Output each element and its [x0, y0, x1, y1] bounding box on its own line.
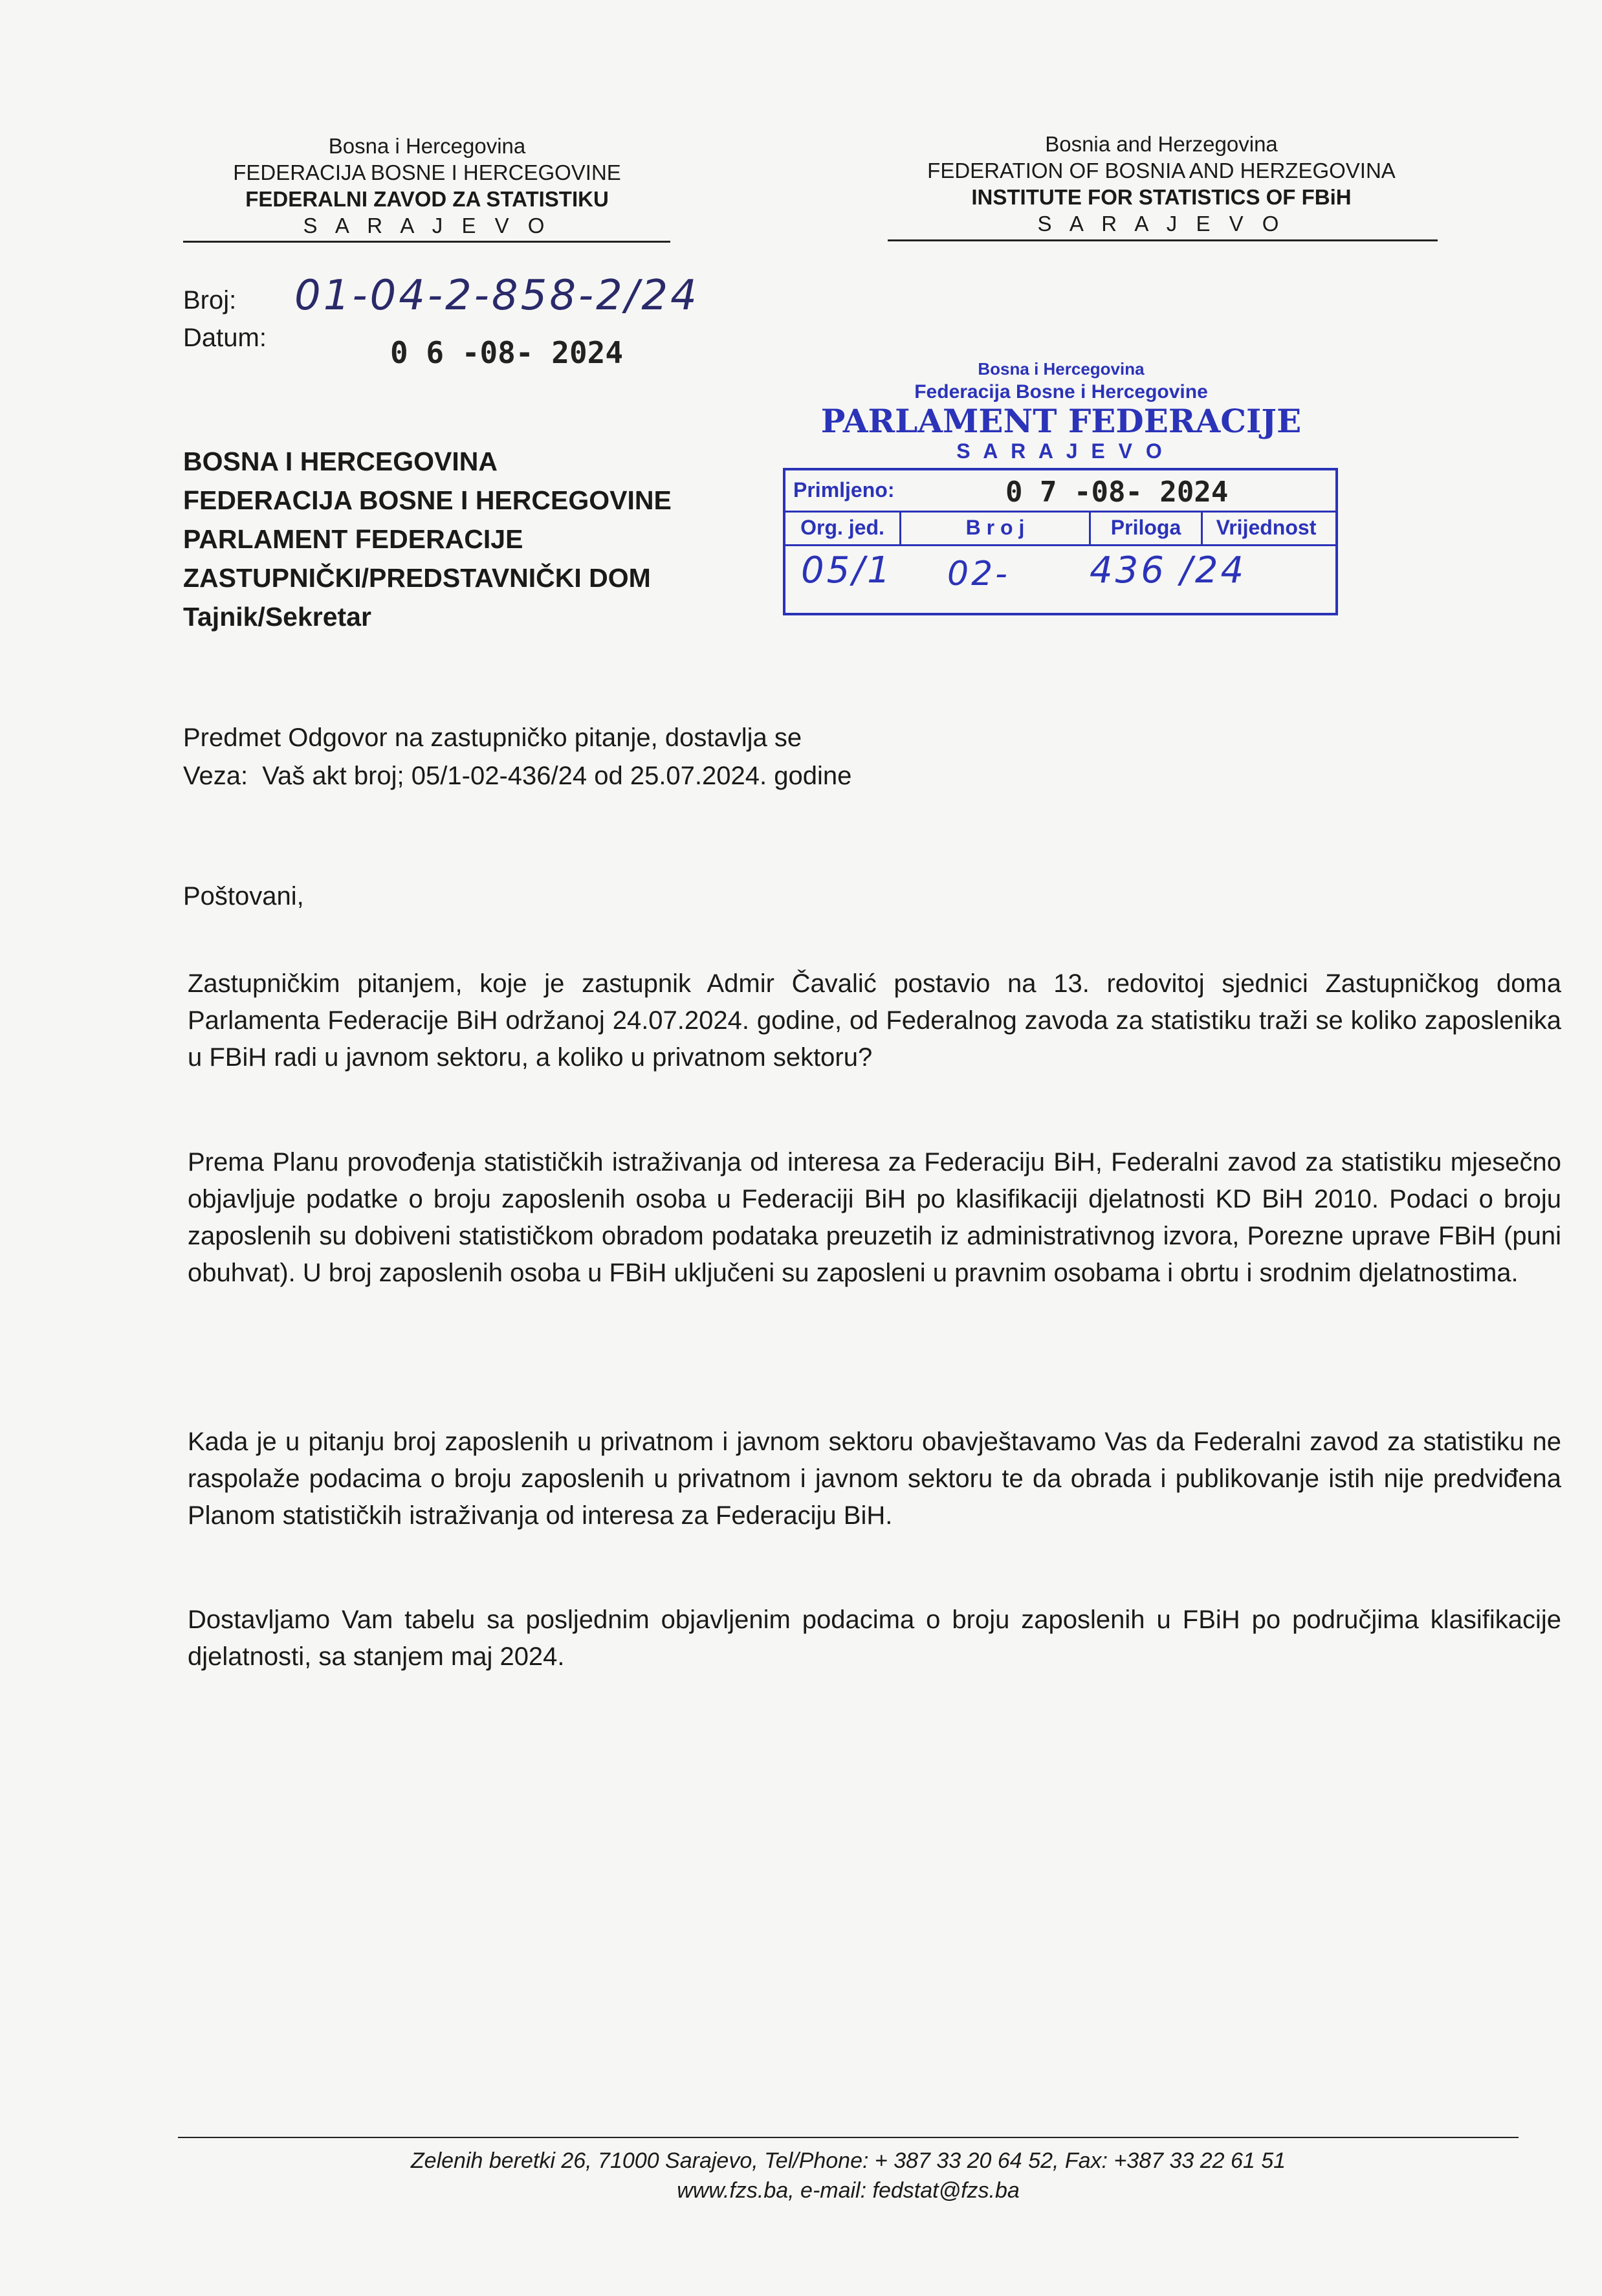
header-right-federation: FEDERATION OF BOSNIA AND HERZEGOVINA	[927, 159, 1396, 182]
stamp-city: S A R A J E V O	[956, 439, 1166, 463]
stamp-hand-vrijednost: /24	[1180, 549, 1247, 591]
stamp-country: Bosna i Hercegovina	[978, 359, 1145, 379]
body-paragraph-1	[188, 966, 1561, 1076]
paragraph-plan: Prema Planu provođenja statističkih istraživanja od interesa za Federaciju BiH, Federalni zavod za statistiku mjesečno objavljuje podatke o broju zaposlenih osoba u Federaciji BiH po klasifikaciji djelatnosti KD BiH 2010. Podaci o broju zaposlenih su dobiveni statističkom obradom podataka preuzetih iz administrativnog izvora, Porezne uprave FBiH (puni obuhvat). U broj zaposlenih osoba u FBiH uključeni su zaposleni u pravnim osobama i obrtu i srodnim djelatnostima.	[188, 1148, 1561, 1287]
body-paragraph-3	[188, 1424, 1561, 1534]
body-paragraph-4	[188, 1602, 1561, 1675]
recipient-federation: FEDERACIJA BOSNE I HERCEGOVINE	[183, 485, 672, 515]
datum-stamp: 0 6 -08- 2024	[390, 335, 624, 370]
header-left-rule	[183, 241, 670, 243]
footer-rule	[178, 2137, 1519, 2138]
subject-veza: Veza: Vaš akt broj; 05/1-02-436/24 od 25.07.2024. godine	[183, 762, 852, 790]
stamp-federation: Federacija Bosne i Hercegovine	[914, 381, 1208, 403]
stamp-col-vrijednost: Vrijednost	[1216, 515, 1317, 539]
datum-label: Datum:	[183, 324, 267, 352]
broj-handwritten: 01-04-2-858-2/24	[294, 272, 699, 320]
header-right-rule	[888, 239, 1438, 241]
stamp-table	[783, 468, 1338, 615]
salutation: Poštovani,	[183, 882, 304, 911]
footer	[178, 2146, 1519, 2205]
paragraph-table: Dostavljamo Vam tabelu sa posljednim objavljenim podacima o broju zaposlenih u FBiH po područjima klasifikacije djelatnosti, sa stanjem maj 2024.	[188, 1606, 1561, 1671]
recipient-parliament: PARLAMENT FEDERACIJE	[183, 524, 523, 554]
recipient-secretary: Tajnik/Sekretar	[183, 602, 371, 632]
footer-address: Zelenih beretki 26, 71000 Sarajevo, Tel/Phone: + 387 33 20 64 52, Fax: +387 33 22 61 51	[410, 2148, 1286, 2173]
stamp-parliament: PARLAMENT FEDERACIJE	[820, 402, 1302, 440]
stamp-col-org: Org. jed.	[785, 511, 901, 544]
recipient-house: ZASTUPNIČKI/PREDSTAVNIČKI DOM	[183, 563, 651, 593]
stamp-col-broj: B r o j	[901, 511, 1091, 544]
header-left-city: S A R A J E V O	[303, 214, 551, 237]
paragraph-question: Zastupničkim pitanjem, koje je zastupnik Admir Čavalić postavio na 13. redovitoj sjednici Zastupničkog doma Parlamenta Federacije BiH održanoj 24.07.2024. godine, od Federalnog zavoda za statistiku traži se koliko zaposlenika u FBiH radi u javnom sektoru, a koliko u privatnom sektoru?	[188, 969, 1561, 1072]
stamp-received-date: 0 7 -08- 2024	[1005, 476, 1229, 509]
header-left-federation: FEDERACIJA BOSNE I HERCEGOVINE	[233, 160, 621, 184]
body-paragraph-2	[188, 1144, 1561, 1292]
stamp-row-headers	[785, 511, 1335, 546]
recipient-country: BOSNA I HERCEGOVINA	[183, 447, 498, 476]
header-right	[886, 131, 1436, 237]
stamp-hand-org: 05/1	[801, 549, 893, 591]
header-left	[188, 133, 666, 239]
broj-label: Broj:	[183, 286, 237, 315]
received-stamp	[776, 359, 1346, 618]
subject-predmet: Predmet Odgovor na zastupničko pitanje, dostavlja se	[183, 723, 802, 752]
header-right-city: S A R A J E V O	[1037, 212, 1286, 236]
footer-contact: www.fzs.ba, e-mail: fedstat@fzs.ba	[677, 2178, 1020, 2203]
stamp-hand-broj: 02-	[947, 555, 1010, 593]
header-right-institute: INSTITUTE FOR STATISTICS OF FBiH	[971, 185, 1352, 209]
paragraph-sector: Kada je u pitanju broj zaposlenih u privatnom i javnom sektoru obavještavamo Vas da Federalni zavod za statistiku ne raspolaže podacima o broju zaposlenih u privatnom i javnom sektoru te da obrada i publikovanje istih nije predviđena Planom statističkih istraživanja od interesa za Federaciju BiH.	[188, 1428, 1561, 1530]
recipient-block	[183, 442, 830, 636]
header-left-country: Bosna i Hercegovina	[328, 134, 526, 158]
header-right-country: Bosnia and Herzegovina	[1045, 132, 1278, 156]
stamp-hand-priloga: 436	[1090, 549, 1167, 591]
stamp-row-received	[785, 470, 1335, 513]
header-left-institute: FEDERALNI ZAVOD ZA STATISTIKU	[245, 187, 609, 211]
stamp-received-label: Primljeno:	[793, 478, 895, 502]
stamp-col-priloga: Priloga	[1091, 511, 1203, 544]
